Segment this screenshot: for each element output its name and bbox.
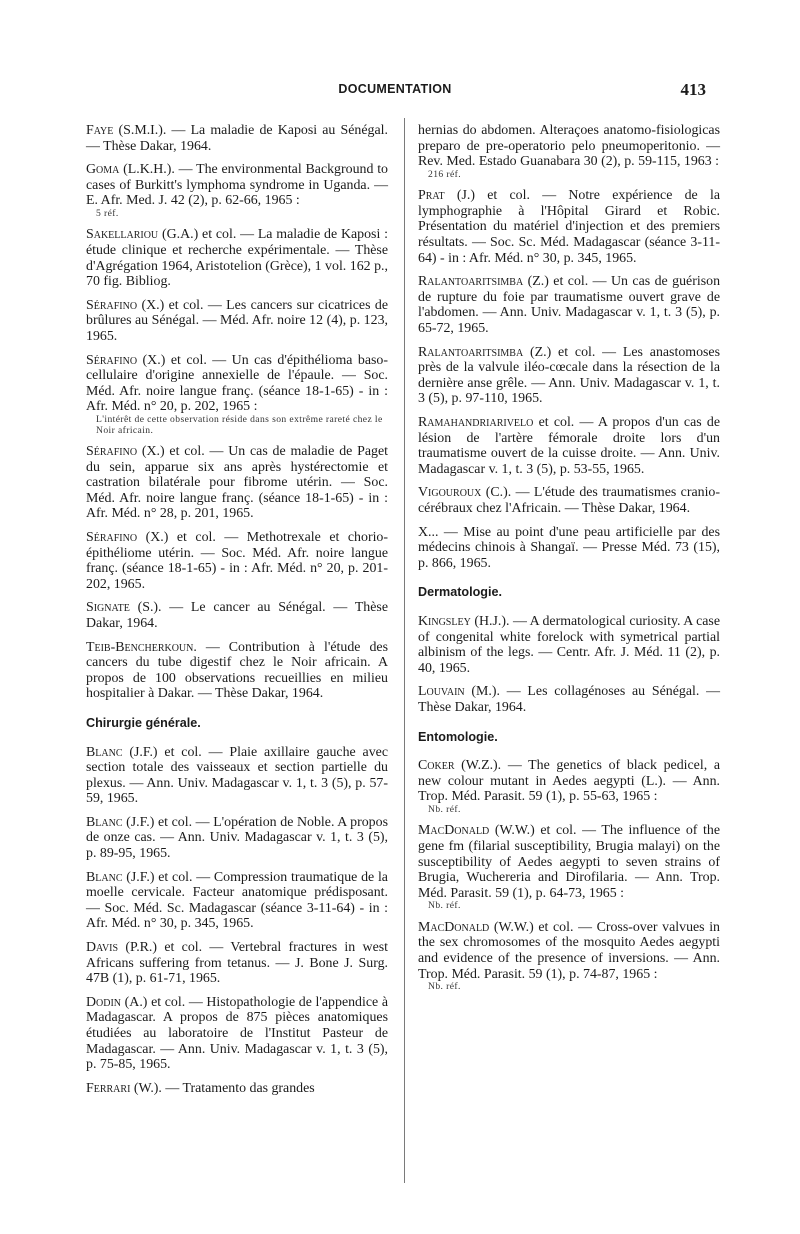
bibliography-entry	[86, 995, 388, 1073]
entry-author: Prat (J.)	[418, 188, 475, 204]
entry-list	[418, 123, 720, 571]
bibliography-entry	[86, 1081, 388, 1097]
entry-citation: — The genetics of black pedicel, a new colour mutant in Aedes aegypti (L.). — Ann. Trop. Méd. Parasit. 59 (1), p. 55-63, 1965 :	[418, 758, 720, 805]
entry-note: 216 réf.	[428, 168, 462, 180]
entry-author: Sérafino (X.)	[86, 297, 165, 313]
bibliography-entry	[86, 745, 388, 807]
entry-author: Vigouroux (C.).	[418, 485, 512, 501]
entry-author: Coker (W.Z.).	[418, 758, 502, 774]
entry-author: Ralantoaritsimba (Z.)	[418, 274, 549, 290]
bibliography-entry	[418, 485, 720, 516]
section-title: Chirurgie générale.	[86, 715, 201, 730]
entry-citation: — Les collagénoses au Sénégal. — Thèse Dakar, 1964.	[418, 684, 721, 715]
page-number: 413	[680, 80, 706, 99]
bibliography-entry	[418, 823, 720, 911]
entry-citation: et col. — Les cancers sur cicatrices de brûlures au Sénégal. — Méd. Afr. noire 12 (4), p. 123, 1965.	[86, 297, 388, 345]
bibliography-entry	[86, 162, 388, 219]
entry-citation: et col. — La maladie de Kaposi : étude clinique et recherche expérimentale. — Thèse d'Agrégation 1964, Aristotelion (Grèce), 1 vol. 162 p., 70 fig. Bibliog.	[86, 227, 388, 290]
entry-author: Blanc (J.F.)	[86, 814, 155, 830]
entry-citation: — L'étude des traumatismes cranio-cérébraux chez l'Africain. — Thèse Dakar, 1964.	[418, 485, 720, 516]
bibliography-entry	[86, 815, 388, 862]
bibliography-entry	[418, 920, 720, 993]
bibliography-entry	[86, 123, 388, 154]
entry-citation: — Contribution à l'étude des cancers du tube digestif chez le Noir africain. A propos de 100 observations recueillies en milieu hospitalier à Dakar. — Thèse Dakar, 1964.	[86, 639, 388, 702]
entry-author: Dodin (A.)	[86, 994, 148, 1010]
section-title: Dermatologie.	[418, 585, 502, 600]
bibliography-entry	[86, 298, 388, 345]
bibliography-entry	[418, 188, 720, 266]
entry-author: Faye (S.M.I.).	[86, 123, 167, 138]
bibliography-entry	[418, 345, 720, 407]
bibliography-entry	[418, 614, 720, 676]
entry-citation: — La maladie de Kaposi au Sénégal. — Thèse Dakar, 1964.	[86, 123, 388, 154]
entry-author: Sérafino (X.)	[86, 529, 169, 545]
entry-citation: — A dermatological curiosity. A case of congenital white forelock with symetrical partial albinism of the legs. — Centr. Afr. J. Méd. 11 (2), p. 40, 1965.	[418, 613, 720, 676]
entry-author: Sakellariou (G.A.)	[86, 227, 199, 243]
entry-citation: et col. — L'opération de Noble. A propos de onze cas. — Ann. Univ. Madagascar v. 1, t. 3 (5), p. 89-95, 1965.	[86, 814, 388, 862]
entry-citation: et col. — A propos d'un cas de lésion de l'artère fémorale droite lors d'un traumatisme ouvert de la cuisse droite. — Ann. Univ. Madagascar v. 1, t. 3 (5), p. 53-55, 1965.	[418, 415, 720, 477]
entry-citation: et col. — The influence of the gene fm (filarial susceptibility, Brugia malayi) on the susceptibility of Aedes aegypti to seven strains of Brugia, Wuchereria and Dirofilaria. — Ann. Trop. Méd. Parasit. 59 (1), p. 64-73, 1965 :	[418, 823, 721, 901]
bibliography-entry	[86, 353, 388, 436]
entry-author: X...	[418, 524, 439, 540]
entry-author: Davis (P.R.)	[86, 940, 158, 956]
entry-citation: hernias do abdomen. Alteraçoes anatomo-fisiologicas preparo de pre-operatorio pelo pneumoperitonio. — Rev. Med. Estado Guanabara 30 (2), p. 59-115, 1963 :	[418, 123, 720, 170]
page-header	[84, 80, 706, 102]
bibliography-entry	[418, 415, 720, 477]
right-column	[418, 123, 720, 1001]
entry-author: Blanc (J.F.)	[86, 744, 158, 760]
entry-citation: et col. — Les anastomoses près de la valvule iléo-cœcale dans la résection de la dernière anse grêle. — Ann. Univ. Madagascar v. 1, t. 3 (5), p. 97-110, 1965.	[418, 344, 720, 407]
entry-author: Louvain (M.).	[418, 684, 500, 700]
entry-citation: — Mise au point d'une peau artificielle par des médecins chinois à Shangaï. — Presse Méd. 73 (15), p. 866, 1965.	[418, 524, 720, 571]
bibliography-entry	[418, 684, 720, 715]
bibliography-entry	[86, 940, 388, 987]
entry-author: Ralantoaritsimba (Z.)	[418, 344, 552, 360]
entry-author: Kingsley (H.J.).	[418, 613, 510, 629]
entry-author: Blanc (J.F.)	[86, 869, 155, 885]
entry-author: MacDonald (W.W.)	[418, 823, 535, 839]
entry-citation: et col. — Compression traumatique de la moelle cervicale. Facteur anatomique prédisposant. — Soc. Méd. Sc. Madagascar (séance 3-11-64) - in : Afr. Méd. n° 30, p. 345, 1965.	[86, 869, 388, 932]
bibliography-entry	[86, 227, 388, 289]
entry-author: MacDonald (W.W.)	[418, 919, 534, 935]
entry-list	[86, 745, 388, 1097]
entry-note: Nb. réf.	[428, 900, 461, 912]
entry-citation: — Le cancer au Sénégal. — Thèse Dakar, 1964.	[86, 600, 388, 631]
entry-author: Sérafino (X.)	[86, 352, 166, 368]
bibliography-entry	[418, 274, 720, 336]
entry-citation: — Tratamento das grandes	[161, 1080, 315, 1096]
entry-author: Teib-Bencherkoun.	[86, 639, 197, 655]
bibliography-entry	[86, 600, 388, 631]
bibliography-entry	[86, 870, 388, 932]
entry-note: Nb. réf.	[428, 981, 461, 993]
entry-citation: et col. — Methotrexale et chorio-épithéliome utérin. — Soc. Méd. Afr. noire langue franç. (séance 18-1-65) - in : Afr. Méd. n° 20, p. 201-202, 1965.	[86, 529, 388, 592]
entry-citation: et col. — Vertebral fractures in west Africans suffering from tetanus. — J. Bone J. Surg. 47B (1), p. 61-71, 1965.	[86, 940, 388, 987]
entry-citation: et col. — Un cas de maladie de Paget du sein, apparue six ans après hystérectomie et castration bilatérale pour fibrome utérin. — Soc. Méd. Afr. noire langue franç. (séance 18-1-65) - in : Afr. Méd. n° 28, p. 201, 1965.	[86, 444, 388, 522]
entry-note: 5 réf.	[96, 207, 119, 219]
entry-list	[418, 614, 720, 716]
bibliography-entry	[418, 123, 720, 180]
entry-citation: et col. — Cross-over valvues in the sex chromosomes of the mosquito Aedes aegypti and evidence of the presence of inversions. — Ann. Trop. Méd. Parasit. 59 (1), p. 74-87, 1965 :	[418, 919, 721, 982]
left-column	[86, 123, 388, 1104]
entry-citation: et col. — Notre expérience de la lymphographie à l'Hôpital Girard et Robic. Présentation du matériel d'injection et des premiers résultats. — Soc. Sc. Méd. Madagascar (séance 3-11-64) - in : Afr. Méd. n° 30, p. 345, 1965.	[418, 188, 720, 266]
entry-list	[86, 123, 388, 702]
entry-citation: — The environmental Background to cases of Burkitt's lymphoma syndrome in Uganda. — E. Afr. Med. J. 42 (2), p. 62-66, 1965 :	[86, 162, 389, 209]
entry-author: Ferrari (W.).	[86, 1080, 162, 1096]
bibliography-entry	[86, 530, 388, 592]
entry-author: Signate (S.).	[86, 600, 162, 616]
entry-author: Goma (L.K.H.).	[86, 162, 175, 178]
section-title: Entomologie.	[418, 729, 498, 744]
entry-citation: et col. — Un cas de guérison de rupture du foie par traumatisme ouvert grave de l'abdomen. — Ann. Univ. Madagascar v. 1, t. 3 (5), p. 65-72, 1965.	[418, 274, 721, 337]
entry-citation: et col. — Histopathologie de l'appendice à Madagascar. A propos de 875 pièces anatomiques étudiées au laboratoire de l'Institut Pasteur de Madagascar. — Ann. Univ. Madagascar v. 1, t. 3 (5), p. 75-85, 1965.	[86, 994, 388, 1073]
entry-note: Nb. réf.	[428, 803, 461, 815]
entry-author: Ramahandriarivelo	[418, 415, 534, 430]
running-head: DOCUMENTATION	[338, 82, 452, 96]
bibliography-entry	[86, 640, 388, 702]
bibliography-entry	[418, 758, 720, 815]
bibliography-entry	[86, 444, 388, 522]
entry-list	[418, 758, 720, 993]
entry-note: L'intérêt de cette observation réside dans son extrême rareté chez le Noir africain.	[96, 414, 383, 436]
bibliography-entry	[418, 525, 720, 572]
entry-citation: et col. — Plaie axillaire gauche avec section totale des vaisseaux et section partielle du plexus. — Ann. Univ. Madagascar v. 1, t. 3 (5), p. 57-59, 1965.	[86, 744, 388, 807]
entry-author: Sérafino (X.)	[86, 444, 165, 459]
entry-citation: et col. — Un cas d'épithélioma baso-cellulaire d'origine annexielle de l'épaule. — Soc. Méd. Afr. noire langue franç. (séance 18-1-65) - in : Afr. Méd. n° 20, p. 202, 1965 :	[86, 352, 388, 415]
column-divider	[404, 118, 405, 1183]
